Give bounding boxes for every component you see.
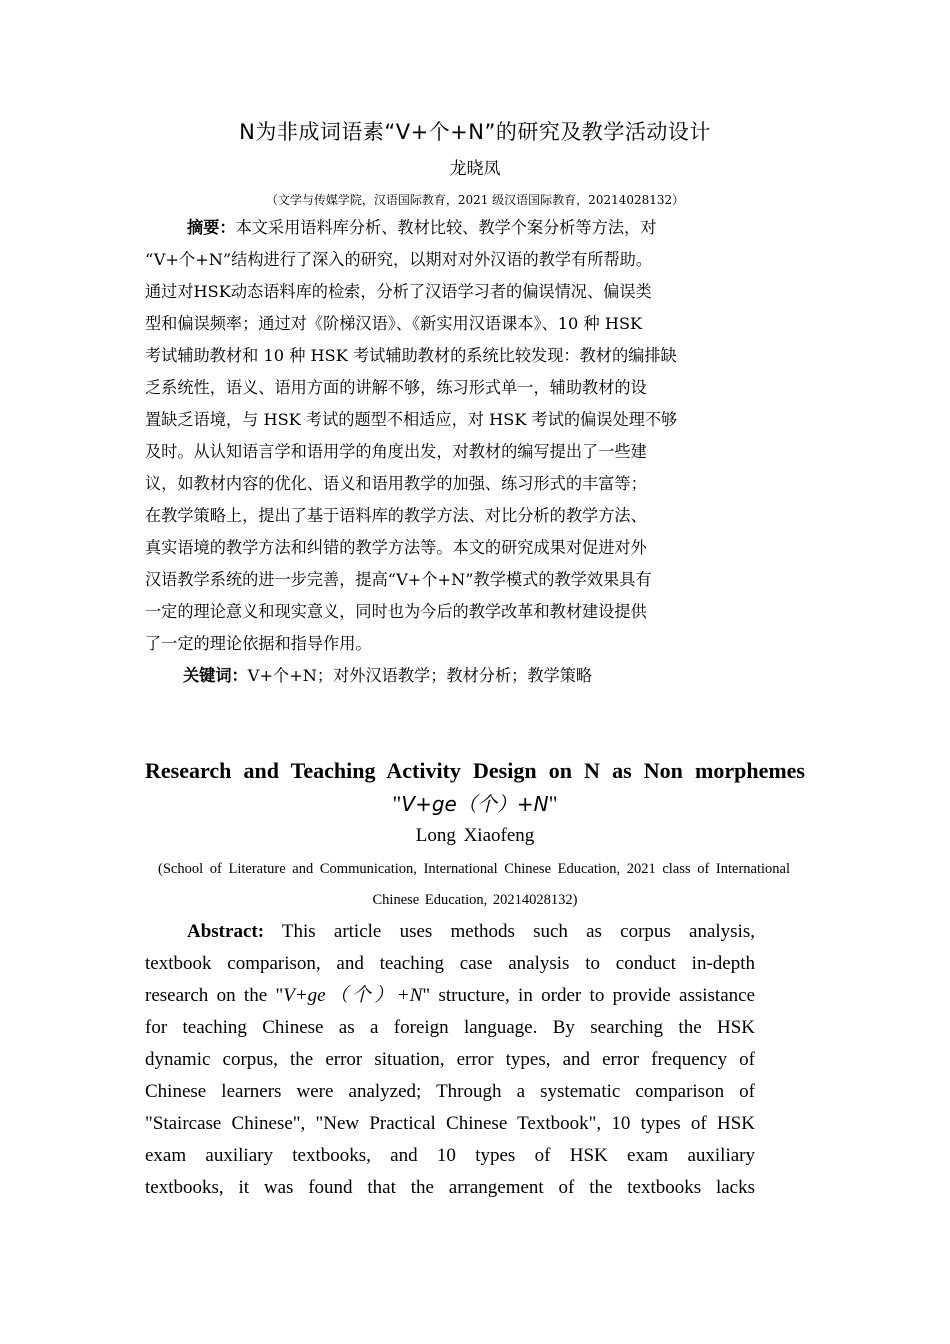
chinese-keywords-label: 关键词： bbox=[183, 666, 248, 685]
chinese-keywords-text: V+个+N；对外汉语教学；教材分析；教学策略 bbox=[247, 666, 593, 685]
chinese-abstract-line: 议，如教材内容的优化、语义和语用教学的加强、练习形式的丰富等； bbox=[145, 474, 647, 493]
chinese-title: N为非成词语素“V+个+N”的研究及教学活动设计 bbox=[239, 120, 711, 144]
english-abstract-text: This article uses methods such as corpus analysis, bbox=[281, 921, 755, 942]
title-formula: V+ge（个）+N bbox=[401, 792, 549, 816]
english-abstract-text: " structure, in order to provide assistance bbox=[422, 985, 756, 1006]
english-abstract-line: Chinese learners were analyzed; Through a systematic comparison of bbox=[145, 1081, 755, 1102]
chinese-abstract-line: 型和偏误频率；通过对《阶梯汉语》、《新实用汉语课本》、10 种 HSK bbox=[145, 314, 643, 333]
chinese-abstract-label: 摘要： bbox=[187, 218, 236, 237]
chinese-abstract-line: 汉语教学系统的进一步完善，提高“V+个+N”教学模式的教学效果具有 bbox=[145, 570, 652, 589]
chinese-abstract-line: 真实语境的教学方法和纠错的教学方法等。本文的研究成果对促进对外 bbox=[145, 538, 647, 557]
quote-open: " bbox=[392, 791, 402, 816]
chinese-keywords bbox=[183, 660, 592, 692]
english-abstract-label: Abstract: bbox=[187, 921, 265, 942]
chinese-abstract-line: 了一定的理论依据和指导作用。 bbox=[145, 634, 372, 653]
english-abstract-line: exam auxiliary textbooks, and 10 types of HSK exam auxiliary bbox=[145, 1145, 755, 1166]
english-abstract bbox=[145, 916, 755, 1204]
english-affiliation: (School of Literature and Communication, International Chinese Education, 2021 class of International bbox=[158, 861, 790, 877]
chinese-abstract-line: 一定的理论意义和现实意义，同时也为今后的教学改革和教材建设提供 bbox=[145, 602, 647, 621]
english-abstract-line: dynamic corpus, the error situation, error types, and error frequency of bbox=[145, 1049, 755, 1070]
chinese-abstract-line: “V+个+N”结构进行了深入的研究，以期对对外汉语的教学有所帮助。 bbox=[145, 250, 653, 269]
chinese-abstract-line: 及时。从认知语言学和语用学的角度出发，对教材的编写提出了一些建 bbox=[145, 442, 647, 461]
english-abstract-line: "Staircase Chinese", "New Practical Chinese Textbook", 10 types of HSK bbox=[145, 1113, 755, 1134]
abstract-formula: V+ge（个）+N bbox=[283, 985, 423, 1006]
english-author: Long Xiaofeng bbox=[415, 825, 535, 846]
english-abstract-line: for teaching Chinese as a foreign language. By searching the HSK bbox=[145, 1017, 755, 1038]
english-abstract-line: textbooks, it was found that the arrangement of the textbooks lacks bbox=[145, 1177, 755, 1198]
chinese-author: 龙晓凤 bbox=[449, 159, 501, 179]
chinese-abstract-line: 通过对HSK动态语料库的检索，分析了汉语学习者的偏误情况、偏误类 bbox=[145, 282, 652, 301]
chinese-abstract-line: 在教学策略上，提出了基于语料库的教学方法、对比分析的教学方法、 bbox=[145, 506, 647, 525]
english-abstract-line bbox=[145, 980, 755, 1012]
chinese-abstract-line: 乏系统性，语义、语用方面的讲解不够，练习形式单一，辅助教材的设 bbox=[145, 378, 647, 397]
english-affiliation-cont: Chinese Education, 20214028132) bbox=[372, 892, 578, 908]
chinese-affiliation: （文学与传媒学院，汉语国际教育，2021 级汉语国际教育，20214028132） bbox=[265, 193, 685, 207]
english-title: Research and Teaching Activity Design on N as Non morphemes bbox=[145, 758, 805, 783]
chinese-abstract-text: 本文采用语料库分析、教材比较、教学个案分析等方法，对 bbox=[235, 218, 657, 237]
chinese-abstract bbox=[145, 212, 755, 660]
english-title-formula bbox=[0, 788, 950, 817]
english-abstract-line bbox=[145, 916, 755, 948]
english-abstract-text: research on the " bbox=[145, 985, 284, 1006]
chinese-abstract-line bbox=[145, 212, 755, 244]
chinese-abstract-line: 考试辅助教材和 10 种 HSK 考试辅助教材的系统比较发现：教材的编排缺 bbox=[145, 346, 677, 365]
chinese-abstract-line: 置缺乏语境，与 HSK 考试的题型不相适应，对 HSK 考试的偏误处理不够 bbox=[145, 410, 678, 429]
quote-close: " bbox=[548, 791, 558, 816]
english-abstract-line: textbook comparison, and teaching case analysis to conduct in-depth bbox=[145, 953, 755, 974]
